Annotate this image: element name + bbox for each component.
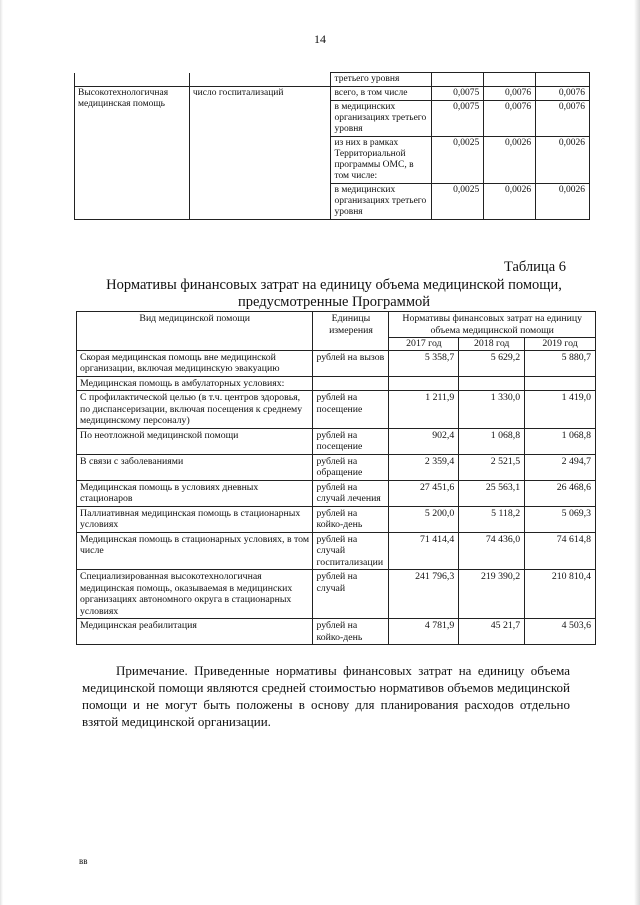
table-cell: 0,0026 [536, 137, 590, 184]
row-value: 5 880,7 [525, 350, 596, 376]
table-row [77, 376, 596, 391]
row-value: 74 436,0 [459, 532, 525, 570]
table-row [77, 350, 596, 376]
row-name: Медицинская реабилитация [77, 619, 313, 645]
row-name: Скорая медицинская помощь вне медицинской организации, включая медицинскую эвакуацию [77, 350, 313, 376]
row-name: Специализированная высокотехнологичная медицинская помощь, оказываемая в медицинских организациях автономного округа в стационарных условиях [77, 570, 313, 619]
table-cell: 0,0075 [432, 101, 484, 137]
row-value: 1 211,9 [389, 391, 459, 429]
continuation-table [74, 72, 590, 220]
row-name: По неотложной медицинской помощи [77, 428, 313, 454]
row-value: 5 358,7 [389, 350, 459, 376]
footer-mark: вв [79, 856, 88, 866]
table-cell: в медицинских организациях третьего уровня [331, 184, 432, 220]
row-unit: рублей на случай госпитализации [313, 532, 389, 570]
row-unit: рублей на посещение [313, 391, 389, 429]
table-title [24, 277, 640, 311]
header-year-2019: 2019 год [525, 338, 596, 351]
row-unit: рублей на обращение [313, 454, 389, 480]
row-value: 4 503,6 [525, 619, 596, 645]
table-row [77, 428, 596, 454]
row-value: 241 796,3 [389, 570, 459, 619]
table-label: Таблица 6 [503, 259, 566, 275]
table-cell: 0,0076 [536, 87, 590, 101]
page-edge-left [0, 0, 3, 905]
table-cell: 0,0026 [484, 184, 536, 220]
row-value: 5 629,2 [459, 350, 525, 376]
row-unit: рублей на случай [313, 570, 389, 619]
row-value: 25 563,1 [459, 480, 525, 506]
row-value: 45 21,7 [459, 619, 525, 645]
row-value: 210 810,4 [525, 570, 596, 619]
table-row [77, 454, 596, 480]
table-cell: 0,0025 [432, 184, 484, 220]
row-name: Медицинская помощь в условиях дневных стационаров [77, 480, 313, 506]
table-title-line-2: предусмотренные Программой [237, 294, 431, 310]
row-value: 219 390,2 [459, 570, 525, 619]
table-cell: число госпитализаций [189, 87, 331, 220]
header-units: Единицы измерения [313, 312, 389, 351]
table-row [77, 619, 596, 645]
table-row [77, 532, 596, 570]
table-cell: 0,0076 [484, 87, 536, 101]
row-value: 5 200,0 [389, 506, 459, 532]
page-number: 14 [314, 32, 326, 46]
row-name: В связи с заболеваниями [77, 454, 313, 480]
table-cell: 0,0076 [536, 101, 590, 137]
table-row [77, 506, 596, 532]
row-name: Медицинская помощь в амбулаторных условиях: [77, 376, 313, 391]
header-type: Вид медицинской помощи [77, 312, 313, 351]
table-row [77, 391, 596, 429]
table-cell: Высокотехнологичная медицинская помощь [75, 87, 190, 220]
row-value: 2 494,7 [525, 454, 596, 480]
row-name: Медицинская помощь в стационарных условиях, в том числе [77, 532, 313, 570]
header-year-2018: 2018 год [459, 338, 525, 351]
header-norms: Нормативы финансовых затрат на единицу объема медицинской помощи [389, 312, 596, 338]
table-cell: 0,0025 [432, 137, 484, 184]
row-unit: рублей на вызов [313, 350, 389, 376]
table-cell: 0,0076 [484, 101, 536, 137]
row-unit: рублей на койко-день [313, 619, 389, 645]
row-value: 26 468,6 [525, 480, 596, 506]
page-edge-right [634, 0, 640, 905]
note-text: Примечание. Приведенные нормативы финансовых затрат на единицу объема медицинской помощи являются средней стоимостью нормативов объемов медицинской помощи и не могут быть положены в основу для планирования расходов отдельно взятой медицинской организации. [82, 663, 570, 729]
row-unit: рублей на посещение [313, 428, 389, 454]
row-value: 74 614,8 [525, 532, 596, 570]
table-row [75, 87, 590, 101]
row-value: 1 068,8 [459, 428, 525, 454]
table-cell: всего, в том числе [331, 87, 432, 101]
row-value: 902,4 [389, 428, 459, 454]
row-name: Паллиативная медицинская помощь в стационарных условиях [77, 506, 313, 532]
header-year-2017: 2017 год [389, 338, 459, 351]
table-cell: третьего уровня [331, 73, 432, 87]
row-value: 27 451,6 [389, 480, 459, 506]
row-unit: рублей на койко-день [313, 506, 389, 532]
table-row [77, 480, 596, 506]
table-cell: из них в рамках Территориальной программы ОМС, в том числе: [331, 137, 432, 184]
row-unit: рублей на случай лечения [313, 480, 389, 506]
table-cell: 0,0026 [484, 137, 536, 184]
financial-norms-table [76, 311, 596, 645]
row-value: 1 068,8 [525, 428, 596, 454]
row-value: 1 419,0 [525, 391, 596, 429]
note-paragraph [82, 662, 570, 730]
row-value: 2 521,5 [459, 454, 525, 480]
row-value: 4 781,9 [389, 619, 459, 645]
table-title-line-1: Нормативы финансовых затрат на единицу объема медицинской помощи, [106, 277, 562, 293]
table-cell: 0,0075 [432, 87, 484, 101]
table-cell: 0,0026 [536, 184, 590, 220]
row-value: 71 414,4 [389, 532, 459, 570]
row-value: 1 330,0 [459, 391, 525, 429]
row-value: 2 359,4 [389, 454, 459, 480]
table-row [75, 73, 590, 87]
row-value: 5 069,3 [525, 506, 596, 532]
table-row [77, 570, 596, 619]
row-name: С профилактической целью (в т.ч. центров здоровья, по диспансеризации, включая посещения к среднему медицинскому персоналу) [77, 391, 313, 429]
table-cell: в медицинских организациях третьего уровня [331, 101, 432, 137]
table-header-row [77, 312, 596, 338]
row-value: 5 118,2 [459, 506, 525, 532]
